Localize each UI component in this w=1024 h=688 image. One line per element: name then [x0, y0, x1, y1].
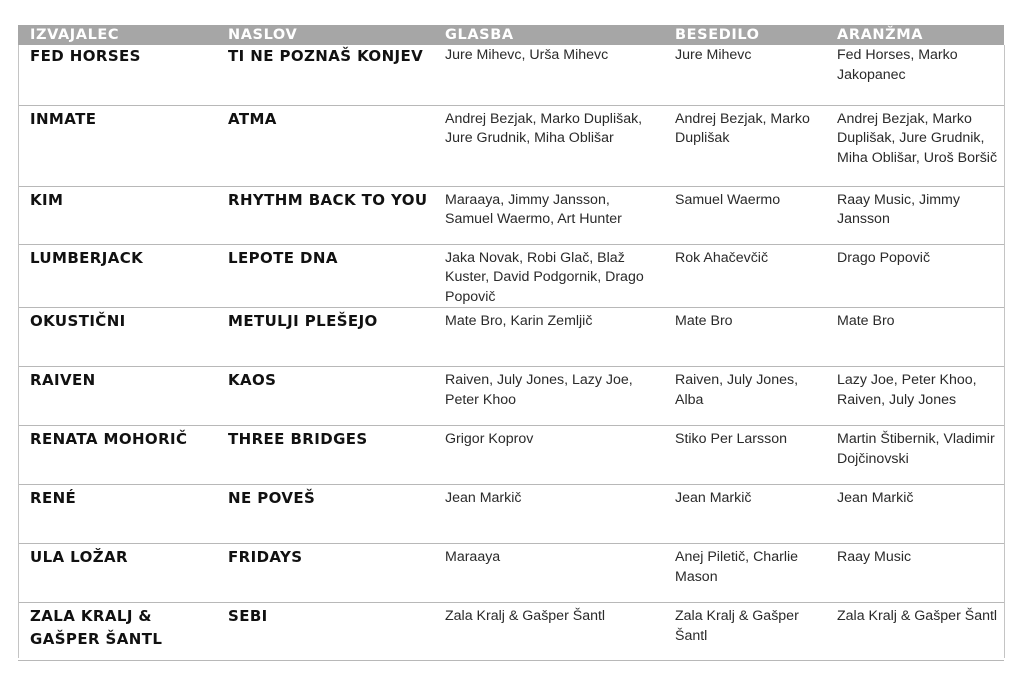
cell-arrangement: Raay Music	[837, 549, 912, 565]
cell-title: FRIDAYS	[228, 548, 303, 566]
cell-title: METULJI PLEŠEJO	[228, 312, 378, 330]
cell-lyrics: Andrej Bezjak, Marko Duplišak	[675, 110, 810, 146]
cell-artist: KIM	[30, 190, 64, 209]
cell-artist: RENATA MOHORIČ	[30, 430, 188, 448]
cell-music: Maraaya, Jimmy Jansson, Samuel Waermo, Art Hunter	[445, 191, 622, 227]
cell-lyrics: Raiven, July Jones, Alba	[675, 372, 799, 408]
cell-music: Maraaya	[445, 549, 501, 565]
cell-lyrics: Rok Ahačevčič	[675, 249, 769, 266]
header-lyrics: BESEDILO	[665, 25, 827, 45]
header-arrangement: ARANŽMA	[827, 25, 1004, 45]
cell-title: SEBI	[228, 607, 268, 625]
cell-lyrics: Mate Bro	[675, 313, 733, 329]
cell-arrangement: Jean Markič	[837, 490, 914, 506]
table-header	[18, 25, 1004, 45]
cell-arrangement: Martin Štibernik, Vladimir Dojčinovski	[837, 431, 995, 467]
table-row	[18, 308, 1004, 367]
cell-music: Andrej Bezjak, Marko Duplišak, Jure Grudnik, Miha Oblišar	[445, 110, 643, 146]
cell-music: Jure Mihevc, Urša Mihevc	[445, 47, 609, 63]
cell-arrangement: Lazy Joe, Peter Khoo, Raiven, July Jones	[837, 372, 977, 408]
header-music: GLASBA	[435, 25, 665, 45]
cell-title: THREE BRIDGES	[228, 430, 368, 448]
songs-table	[18, 25, 1004, 661]
table-row	[18, 244, 1004, 308]
table-row	[18, 186, 1004, 244]
cell-title: RHYTHM BACK TO YOU	[228, 190, 428, 209]
table-body	[18, 45, 1004, 661]
cell-arrangement: Fed Horses, Marko Jakopanec	[837, 47, 958, 83]
cell-music: Zala Kralj & Gašper Šantl	[445, 608, 606, 624]
cell-lyrics: Samuel Waermo	[675, 191, 781, 208]
cell-arrangement: Drago Popovič	[837, 249, 931, 266]
cell-artist: INMATE	[30, 109, 97, 128]
songs-table-container	[18, 25, 1004, 661]
cell-arrangement: Mate Bro	[837, 313, 895, 329]
cell-title: LEPOTE DNA	[228, 248, 338, 267]
cell-arrangement: Raay Music, Jimmy Jansson	[837, 191, 960, 227]
table-row	[18, 485, 1004, 544]
cell-music: Jean Markič	[445, 490, 522, 506]
cell-lyrics: Jure Mihevc	[675, 47, 752, 63]
cell-lyrics: Anej Piletič, Charlie Mason	[675, 549, 799, 585]
cell-artist: OKUSTIČNI	[30, 312, 126, 330]
cell-lyrics: Jean Markič	[675, 490, 752, 506]
header-row	[18, 25, 1004, 45]
cell-music: Jaka Novak, Robi Glač, Blaž Kuster, David Podgornik, Drago Popovič	[445, 249, 644, 305]
cell-artist: ZALA KRALJ & GAŠPER ŠANTL	[30, 607, 163, 648]
cell-arrangement: Zala Kralj & Gašper Šantl	[837, 608, 998, 624]
cell-music: Mate Bro, Karin Zemljič	[445, 313, 593, 329]
cell-artist: RENÉ	[30, 489, 77, 507]
table-row	[18, 367, 1004, 426]
cell-artist: LUMBERJACK	[30, 248, 144, 267]
table-row	[18, 426, 1004, 485]
cell-artist: ULA LOŽAR	[30, 548, 128, 566]
table-row	[18, 544, 1004, 603]
cell-music: Grigor Koprov	[445, 431, 534, 447]
cell-lyrics: Zala Kralj & Gašper Šantl	[675, 608, 799, 644]
cell-artist: RAIVEN	[30, 371, 96, 389]
header-title: NASLOV	[218, 25, 435, 45]
table-row	[18, 105, 1004, 186]
cell-title: TI NE POZNAŠ KONJEV	[228, 47, 424, 65]
cell-title: KAOS	[228, 371, 277, 389]
cell-title: ATMA	[228, 109, 277, 128]
header-artist: IZVAJALEC	[18, 25, 218, 45]
cell-arrangement: Andrej Bezjak, Marko Duplišak, Jure Grudnik, Miha Oblišar, Uroš Boršič	[837, 110, 998, 166]
cell-music: Raiven, July Jones, Lazy Joe, Peter Khoo	[445, 372, 633, 408]
table-row	[18, 603, 1004, 661]
cell-title: NE POVEŠ	[228, 489, 316, 507]
table-row	[18, 45, 1004, 105]
cell-artist: FED HORSES	[30, 47, 141, 65]
cell-lyrics: Stiko Per Larsson	[675, 431, 787, 447]
